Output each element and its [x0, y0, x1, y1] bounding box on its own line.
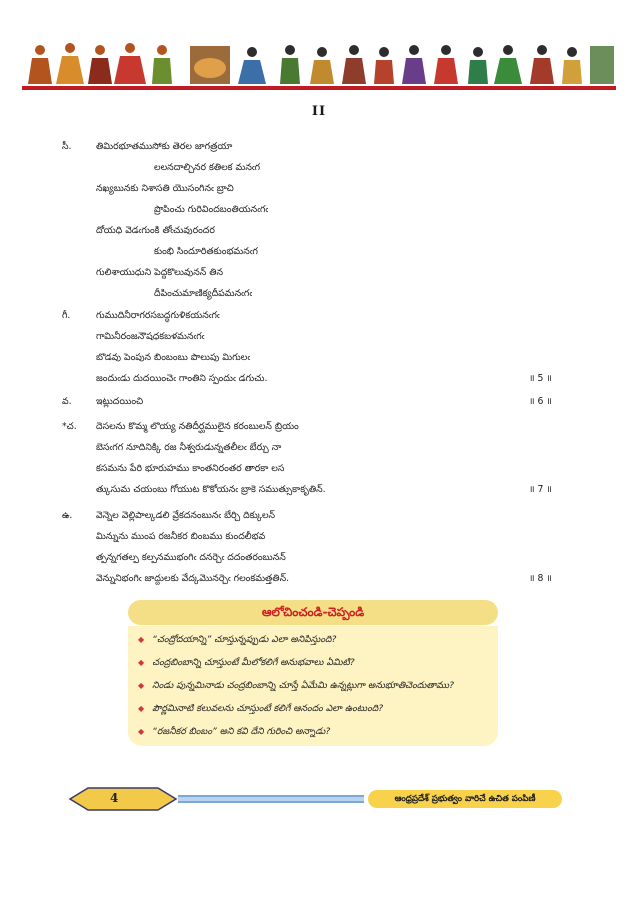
- verse-line: త్కుసుమ చయంబు గోయుట కొకోయనఁ బ్రాకె సముత్సుకాకృతిన్.: [96, 484, 326, 495]
- verse-line: వెన్నెల వెల్లిపాల్కడలి వ్రేకదనంబునఁ బేర్చి దిక్కులన్: [96, 510, 276, 521]
- verse-line: దీపించుమాణిక్యదీపమనఁగఁ: [154, 288, 253, 299]
- free-distribution-label: ఆంధ్రప్రదేశ్ ప్రభుత్వం వారిచే ఉచిత పంపిణీ: [368, 790, 562, 808]
- verse-line: నఖ్యబునకు నిశాసతి యొసంగినఁ బ్రాచి: [96, 183, 234, 194]
- verse-line: దెసలను కొమ్మ లొయ్య నతిదీర్ఘములైన కరంబులన్ బ్రియం: [96, 421, 299, 432]
- verse-meter: వ.: [62, 396, 72, 407]
- verse-line: గుముదినీరాగరసబద్ధగుళికయనఁగఁ: [96, 310, 220, 321]
- verse-line: గామినీరంజనౌషధకబళమనఁగఁ: [96, 331, 205, 342]
- verse-line: తిమిరభూతముసోకు తెరల జాగత్రయా: [96, 141, 233, 152]
- verse-line: దోయధి వెడఁగుంకి తోఁచువురందర: [96, 225, 215, 236]
- verse-line: గులిశాయుధుని పెద్దకొలువునన్ తిన: [96, 267, 224, 278]
- verse-number: ॥ 8 ॥: [529, 573, 552, 584]
- activity-question-text: “చంద్రోదయాన్ని” చూస్తున్నప్పుడు ఎలా అనిపిస్తుంది?: [152, 634, 337, 645]
- verse-line: కసమను పేరి భూరుహము కాంతనిరంతర తారకా లస: [96, 463, 285, 474]
- diamond-bullet-icon: ◆: [138, 658, 145, 667]
- page-footer: [66, 784, 566, 814]
- activity-question: [138, 680, 454, 692]
- activity-question-text: పౌర్ణమినాటి కలువలను చూస్తుంటే కలిగే ఆనందం ఎలా ఉంటుంది?: [152, 703, 384, 714]
- activity-questions-box: [128, 626, 498, 746]
- activity-question: [138, 634, 336, 646]
- activity-question-text: “రజనీకర బింబం” అని కవి దేని గురించి అన్నాడు?: [152, 726, 331, 737]
- diamond-bullet-icon: ◆: [138, 704, 145, 713]
- verse-line: త్పన్నగతల్ప కల్పనముభంగిఁ దనర్చెఁ దదంతరంబునన్: [96, 552, 286, 563]
- verse-meter: గీ.: [62, 310, 71, 321]
- diamond-bullet-icon: ◆: [138, 681, 145, 690]
- verse-number: ॥ 6 ॥: [529, 396, 552, 407]
- verse-line: బెసఁగగ నూదినిక్కి రజ నీశ్వరుడున్నతలీలఁ బేర్చు నా: [96, 442, 282, 453]
- activity-question-text: చంద్రబింబాన్ని చూస్తుంటే మీలోకలిగే అనుభవాలు ఏమిటి?: [152, 657, 355, 668]
- verse-number: ॥ 7 ॥: [529, 484, 552, 495]
- verse-meter: ఉ.: [62, 510, 73, 521]
- verse-line: కుంభి సిందూరితకుంభమనఁగ: [154, 246, 258, 257]
- diamond-bullet-icon: ◆: [138, 635, 145, 644]
- verse-line: వెన్నునిభంగిఁ జాద్దులకు వేద్కమొనర్చెఁ గలంకమత్తతిన్.: [96, 573, 290, 584]
- verse-meter: సీ.: [62, 141, 72, 152]
- diamond-bullet-icon: ◆: [138, 727, 145, 736]
- verse-line: బొడవు పెంపున బింబంబు పొలుపు మిగులఁ: [96, 352, 251, 363]
- verse-line: ఇట్లుదయించి: [96, 396, 144, 407]
- section-number: II: [311, 104, 327, 119]
- activity-question: [138, 703, 383, 715]
- verse-line: జందుఁడు దుదయించెఁ గాంతిని స్పందుఁ డగుచు.: [96, 373, 268, 384]
- verse-number: ॥ 5 ॥: [529, 373, 552, 384]
- verse-line: ప్రొపించు గురివిందబంతియనఁగఁ: [154, 204, 269, 215]
- verse-meter: *చ.: [62, 421, 77, 432]
- activity-question-text: నిండు పున్నమినాడు చంద్రబింబాన్ని చూస్తే ఏమేమి ఉన్నట్లుగా అనుభూతిచెందుతాము?: [152, 680, 454, 691]
- dancers-banner: [22, 38, 616, 92]
- activity-title: ఆలోచించండి-చెప్పండి: [128, 600, 498, 625]
- activity-question: [138, 726, 330, 738]
- page-number: 4: [110, 791, 119, 805]
- activity-question: [138, 657, 355, 669]
- verse-line: లలనదాల్చినర కతిలక మనఁగ: [154, 162, 261, 173]
- verse-line: మిన్నును ముంప రజనీకర బింబము కుందలీభవ: [96, 531, 266, 542]
- dancers-banner-illustration: [22, 38, 616, 92]
